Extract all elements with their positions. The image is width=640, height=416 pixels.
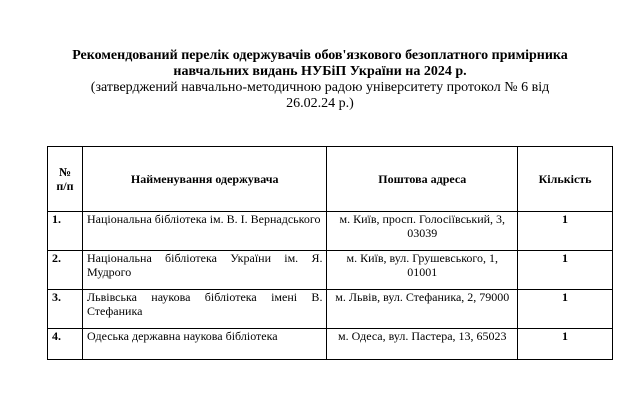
- row-quantity: 1: [518, 251, 613, 290]
- title-line-1: Рекомендований перелік одержувачів обов'язкового безоплатного примірника: [72, 48, 568, 63]
- row-quantity: 1: [518, 329, 613, 360]
- header-quantity: Кількість: [518, 147, 613, 212]
- row-address: м. Київ, просп. Голосіївський, 3, 03039: [327, 212, 518, 251]
- header-name: Найменування одержувача: [82, 147, 327, 212]
- row-address: м. Львів, вул. Стефаника, 2, 79000: [327, 290, 518, 329]
- document-heading: [40, 48, 600, 112]
- title-line-2: навчальних видань НУБіП України на 2024 р.: [173, 64, 467, 79]
- header-num-line-1: №: [58, 165, 71, 179]
- row-quantity: 1: [518, 212, 613, 251]
- row-num: 1.: [48, 212, 83, 251]
- subtitle-line-1: (затверджений навчально-методичною радою університету протокол № 6 від: [90, 80, 550, 95]
- row-name: Одеська державна наукова бібліотека: [82, 329, 327, 360]
- row-name: Національна бібліотека ім. В. І. Вернадського: [82, 212, 327, 251]
- row-num: 3.: [48, 290, 83, 329]
- row-name: Львівська наукова бібліотека імені В. Стефаника: [82, 290, 327, 329]
- table-row: [48, 329, 613, 360]
- recipients-table: [47, 146, 613, 360]
- row-name: Національна бібліотека України ім. Я. Мудрого: [82, 251, 327, 290]
- table-row: [48, 251, 613, 290]
- header-address: Поштова адреса: [327, 147, 518, 212]
- table-header-row: [48, 147, 613, 212]
- row-address: м. Одеса, вул. Пастера, 13, 65023: [327, 329, 518, 360]
- table-row: [48, 212, 613, 251]
- row-num: 2.: [48, 251, 83, 290]
- row-num: 4.: [48, 329, 83, 360]
- subtitle-line-2: 26.02.24 р.): [286, 96, 354, 111]
- header-num: [48, 147, 83, 212]
- row-address: м. Київ, вул. Грушевського, 1, 01001: [327, 251, 518, 290]
- header-num-line-2: п/п: [56, 179, 74, 193]
- table-row: [48, 290, 613, 329]
- row-quantity: 1: [518, 290, 613, 329]
